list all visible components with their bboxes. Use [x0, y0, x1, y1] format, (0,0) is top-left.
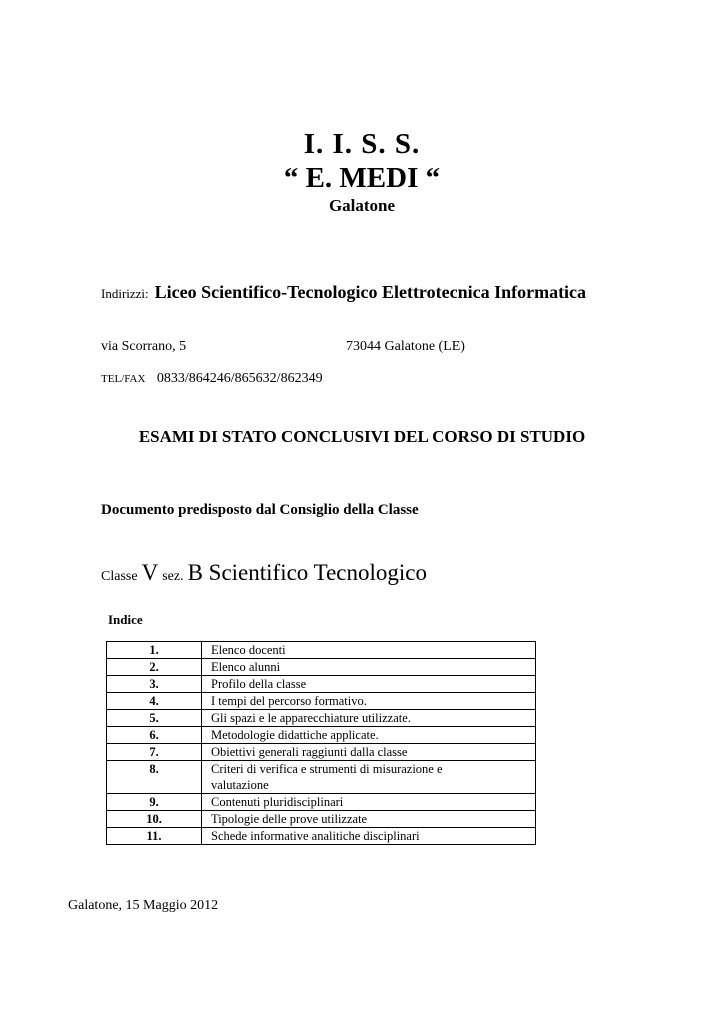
- index-heading: Indice: [108, 612, 143, 627]
- index-entry: Metodologie didattiche applicate.: [202, 727, 536, 744]
- index-number: 7.: [107, 744, 202, 761]
- exam-title: ESAMI DI STATO CONCLUSIVI DEL CORSO DI STUDIO: [138, 427, 586, 446]
- index-entry: Gli spazi e le apparecchiature utilizzate.: [202, 710, 536, 727]
- table-row: [107, 761, 536, 794]
- class-section: B Scientifico Tecnologico: [187, 560, 427, 585]
- index-number: 8.: [107, 761, 202, 794]
- document-subtitle: Documento predisposto dal Consiglio della Classe: [101, 502, 419, 518]
- table-row: [107, 693, 536, 710]
- index-entry-text: Criteri di verifica e strumenti di misurazione e valutazione: [211, 762, 443, 792]
- phone-value: 0833/864246/865632/862349: [156, 371, 323, 386]
- index-number: 1.: [107, 642, 202, 659]
- table-row: [107, 642, 536, 659]
- table-row: [107, 828, 536, 845]
- table-row: [107, 811, 536, 828]
- index-number: 10.: [107, 811, 202, 828]
- index-number: 3.: [107, 676, 202, 693]
- class-line: [101, 560, 427, 586]
- index-entry: Elenco alunni: [202, 659, 536, 676]
- index-number: 5.: [107, 710, 202, 727]
- table-row: [107, 744, 536, 761]
- index-entry: I tempi del percorso formativo.: [202, 693, 536, 710]
- index-entry: Tipologie delle prove utilizzate: [202, 811, 536, 828]
- table-row: [107, 659, 536, 676]
- school-acronym: I. I. S. S.: [303, 128, 421, 160]
- table-row: [107, 710, 536, 727]
- index-entry: Obiettivi generali raggiunti dalla classe: [202, 744, 536, 761]
- addresses-line: [101, 282, 586, 303]
- table-row: [107, 727, 536, 744]
- footer-date: Galatone, 15 Maggio 2012: [68, 898, 219, 913]
- index-entry: Contenuti pluridisciplinari: [202, 794, 536, 811]
- index-number: 4.: [107, 693, 202, 710]
- index-number: 6.: [107, 727, 202, 744]
- index-entry: Profilo della classe: [202, 676, 536, 693]
- class-year: V: [141, 560, 159, 585]
- index-number: 9.: [107, 794, 202, 811]
- postal-address: 73044 Galatone (LE): [346, 339, 465, 354]
- addresses-value: Liceo Scientifico-Tecnologico Elettrotecnica Informatica: [154, 282, 587, 302]
- phone-label: TEL/FAX: [101, 373, 146, 385]
- index-table: [106, 641, 536, 845]
- table-row: [107, 676, 536, 693]
- school-city: Galatone: [328, 196, 396, 215]
- addresses-label: Indirizzi:: [101, 286, 149, 301]
- table-row: [107, 794, 536, 811]
- index-entry: Elenco docenti: [202, 642, 536, 659]
- section-label: sez.: [162, 569, 184, 584]
- class-label: Classe: [101, 569, 138, 584]
- phone-line: [101, 371, 323, 387]
- index-number: 11.: [107, 828, 202, 845]
- index-number: 2.: [107, 659, 202, 676]
- index-entry: Schede informative analitiche disciplinari: [202, 828, 536, 845]
- school-name: “ E. MEDI “: [283, 162, 441, 194]
- street-address: via Scorrano, 5: [101, 339, 187, 354]
- index-entry: [202, 761, 536, 794]
